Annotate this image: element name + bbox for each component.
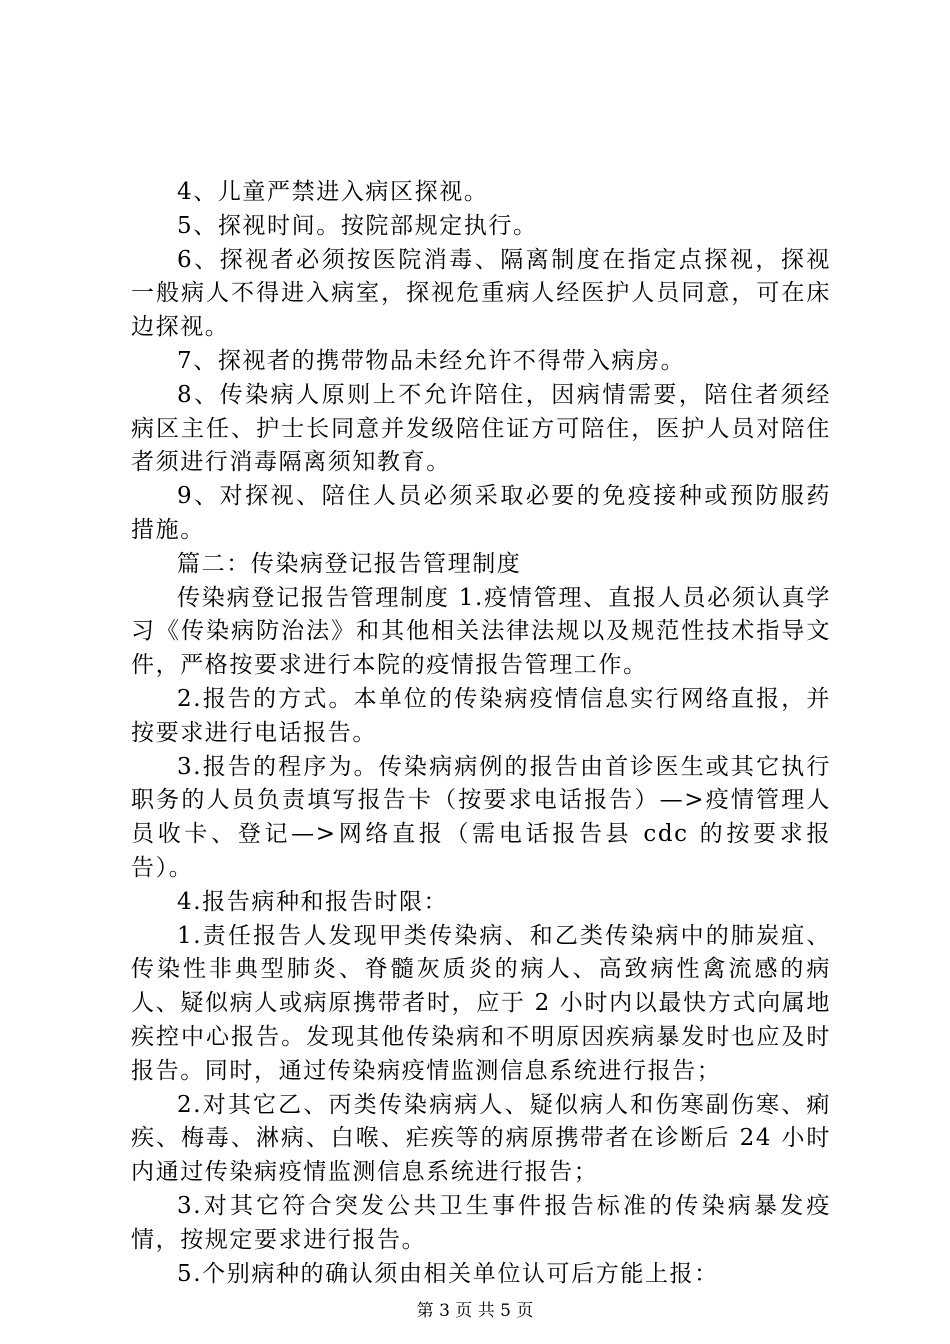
paragraph-item-6: 6、探视者必须按医院消毒、隔离制度在指定点探视，探视一般病人不得进入病室，探视危重病人经医护人员同意，可在床边探视。 — [131, 246, 831, 341]
subparagraph-item-3: 3.对其它符合突发公共卫生事件报告标准的传染病暴发疫情，按规定要求进行报告。 — [131, 1192, 831, 1253]
paragraph-item-4-heading: 4.报告病种和报告时限： — [177, 888, 449, 915]
paragraph-item-4: 4、儿童严禁进入病区探视。 — [177, 179, 489, 205]
page-footer: 第 3 页 共 5 页 — [416, 1301, 534, 1321]
paragraph-item-9: 9、对探视、陪住人员必须采取必要的免疫接种或预防服药措施。 — [131, 483, 831, 543]
paragraph-item-2: 2.报告的方式。本单位的传染病疫情信息实行网络直报，并按要求进行电话报告。 — [131, 685, 831, 746]
paragraph-item-7: 7、探视者的携带物品未经允许不得带入病房。 — [177, 347, 686, 374]
paragraph-item-1: 传染病登记报告管理制度 1.疫情管理、直报人员必须认真学习《传染病防治法》和其他相关法律法规以及规范性技术指导文件，严格按要求进行本院的疫情报告管理工作。 — [131, 584, 831, 679]
paragraph-item-5: 5、探视时间。按院部规定执行。 — [177, 212, 538, 239]
paragraph-item-8: 8、传染病人原则上不允许陪住，因病情需要，陪住者须经病区主任、护士长同意并发级陪住证方可陪住，医护人员对陪住者须进行消毒隔离须知教育。 — [131, 381, 831, 476]
subparagraph-item-1: 1.责任报告人发现甲类传染病、和乙类传染病中的肺炭疽、传染性非典型肺炎、脊髓灰质炎的病人、高致病性禽流感的病人、疑似病人或病原携带者时，应于 2 小时内以最快方式向属地疾控中心报告。发现其他传染病和不明原因疾病暴发时也应及时报告。同时，通过传染病疫情监测信息系统进行报告； — [131, 922, 831, 1084]
document-body — [131, 176, 831, 1291]
subparagraph-item-2: 2.对其它乙、丙类传染病病人、疑似病人和伤寒副伤寒、痢疾、梅毒、淋病、白喉、疟疾等的病原携带者在诊断后 24 小时内通过传染病疫情监测信息系统进行报告； — [131, 1091, 831, 1186]
paragraph-item-3: 3.报告的程序为。传染病病例的报告由首诊医生或其它执行职务的人员负责填写报告卡（按要求电话报告）—>疫情管理人员收卡、登记—>网络直报（需电话报告县 cdc 的按要求报告）。 — [131, 753, 831, 881]
section-heading: 篇二：传染病登记报告管理制度 — [177, 550, 522, 577]
paragraph-item-5b: 5.个别病种的确认须由相关单位认可后方能上报： — [177, 1260, 719, 1287]
